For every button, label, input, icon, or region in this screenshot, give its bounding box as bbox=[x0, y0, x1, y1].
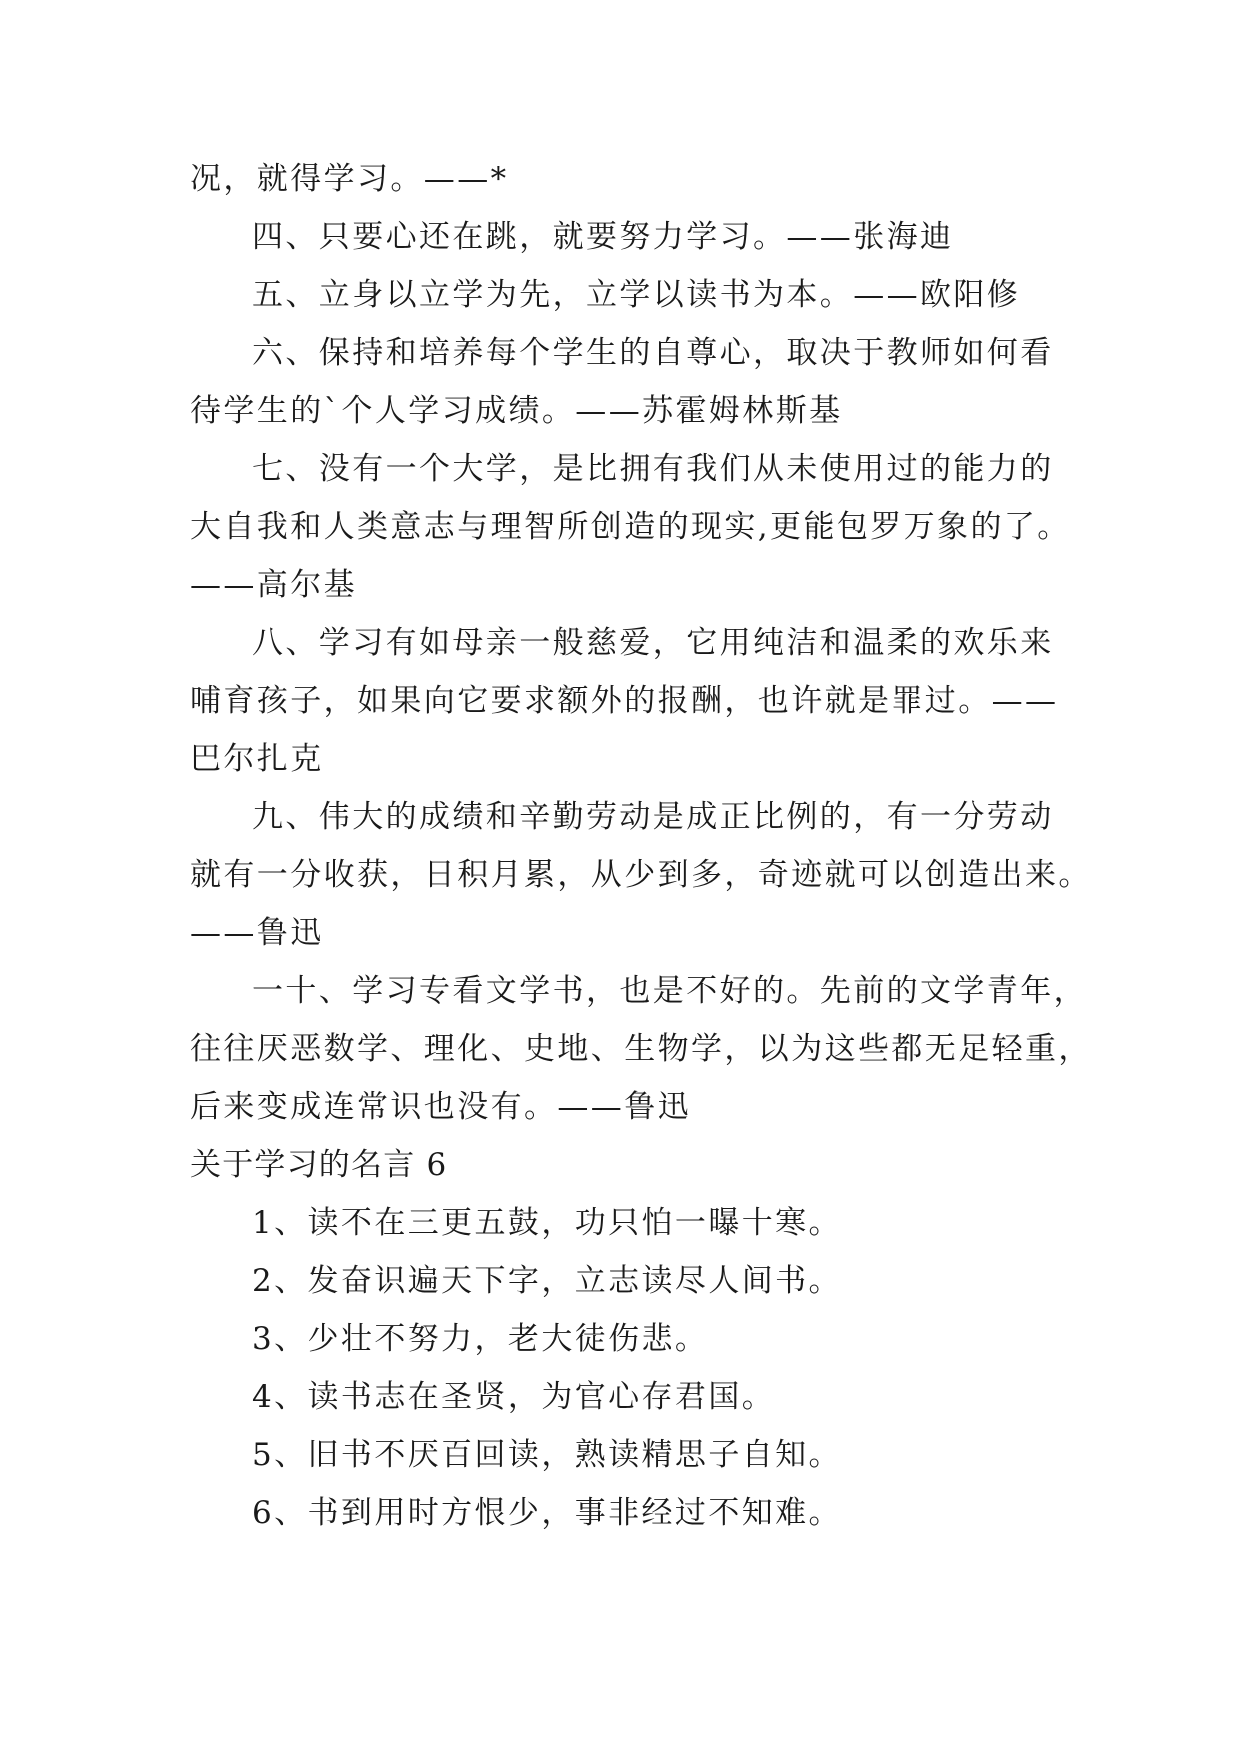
text-line: 六、保持和培养每个学生的自尊心，取决于教师如何看 bbox=[252, 335, 1054, 371]
text-line: 1、读不在三更五鼓，功只怕一曝十寒。 bbox=[252, 1205, 842, 1241]
text-line: 一十、学习专看文学书，也是不好的。先前的文学青年， bbox=[252, 973, 1087, 1009]
section-heading: 关于学习的名言 6 bbox=[190, 1147, 448, 1183]
text-line: 巴尔扎克 bbox=[190, 741, 324, 777]
text-line: 后来变成连常识也没有。——鲁迅 bbox=[190, 1089, 691, 1125]
text-line: 2、发奋识遍天下字，立志读尽人间书。 bbox=[252, 1263, 842, 1299]
text-line: 四、只要心还在跳，就要努力学习。——张海迪 bbox=[252, 219, 954, 255]
text-line: 4、读书志在圣贤，为官心存君国。 bbox=[252, 1379, 776, 1415]
text-line: 九、伟大的成绩和辛勤劳动是成正比例的，有一分劳动 bbox=[252, 799, 1054, 835]
text-line: 七、没有一个大学，是比拥有我们从未使用过的能力的 bbox=[252, 451, 1054, 487]
text-line: 就有一分收获，日积月累，从少到多，奇迹就可以创造出来。 bbox=[190, 857, 1092, 893]
text-line: ——高尔基 bbox=[190, 567, 357, 603]
text-line: 往往厌恶数学、理化、史地、生物学，以为这些都无足轻重， bbox=[190, 1031, 1092, 1067]
text-line: 况，就得学习。——* bbox=[190, 161, 509, 197]
text-line: 6、书到用时方恨少，事非经过不知难。 bbox=[252, 1495, 842, 1531]
text-line: 5、旧书不厌百回读，熟读精思子自知。 bbox=[252, 1437, 842, 1473]
text-line: 哺育孩子，如果向它要求额外的报酬，也许就是罪过。—— bbox=[190, 683, 1059, 719]
text-line: 八、学习有如母亲一般慈爱，它用纯洁和温柔的欢乐来 bbox=[252, 625, 1054, 661]
text-line: ——鲁迅 bbox=[190, 915, 324, 951]
text-line: 大自我和人类意志与理智所创造的现实,更能包罗万象的了。 bbox=[190, 509, 1071, 545]
text-line: 五、立身以立学为先，立学以读书为本。——欧阳修 bbox=[252, 277, 1021, 313]
text-line: 待学生的`个人学习成绩。——苏霍姆林斯基 bbox=[190, 393, 843, 429]
text-line: 3、少壮不努力，老大徒伤悲。 bbox=[252, 1321, 709, 1357]
document-page bbox=[190, 150, 1092, 1542]
